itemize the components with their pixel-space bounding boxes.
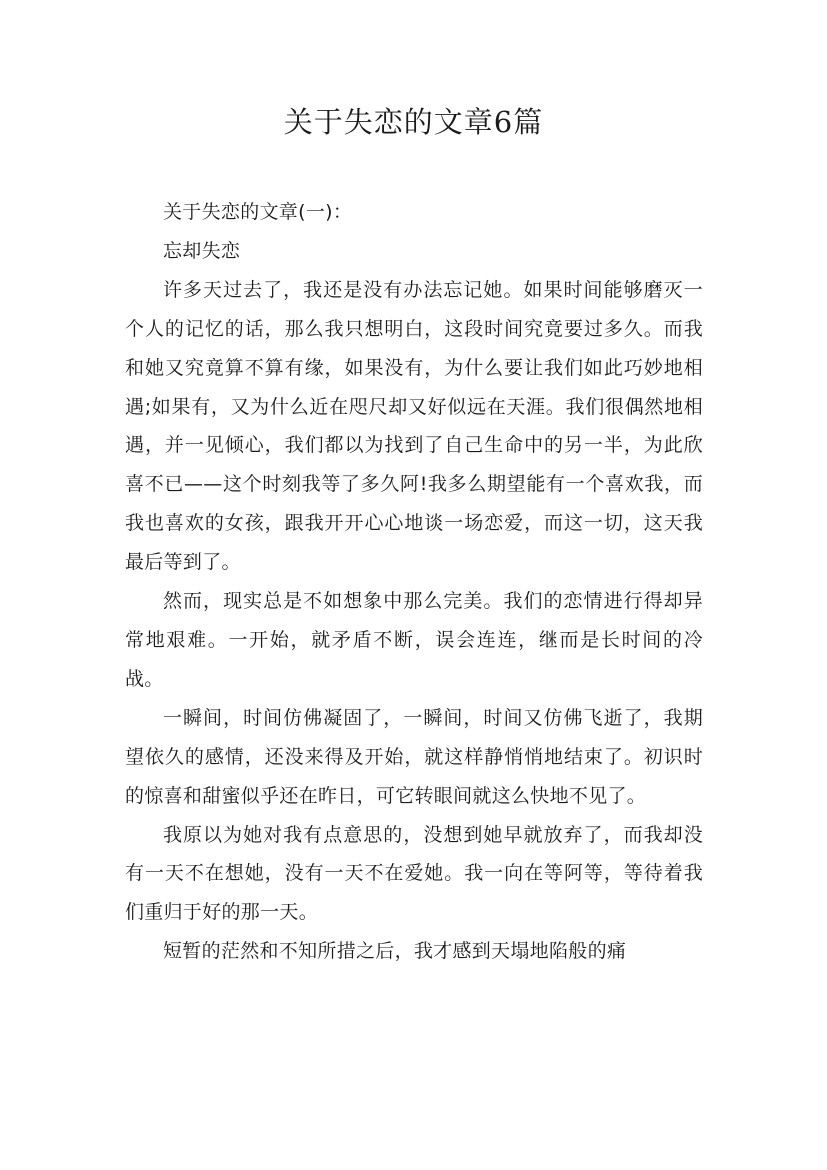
document-title: 关于失恋的文章6篇 [283,105,544,139]
paragraph-4: 我原以为她对我有点意思的，没想到她早就放弃了，而我却没有一天不在想她，没有一天不在爱她。我一向在等阿等，等待着我们重归于好的那一天。 [125,823,703,924]
paragraph-3: 一瞬间，时间仿佛凝固了，一瞬间，时间又仿佛飞逝了，我期望依久的感情，还没来得及开始，就这样静悄悄地结束了。初识时的惊喜和甜蜜似乎还在昨日，可它转眼间就这么快地不见了。 [125,706,703,807]
paragraph-5: 短暂的茫然和不知所措之后，我才感到天塌地陷般的痛 [163,940,627,963]
document-body [125,193,703,971]
paragraph-1: 许多天过去了，我还是没有办法忘记她。如果时间能够磨灭一个人的记忆的话，那么我只想明白，这段时间究竟要过多久。而我和她又究竟算不算有缘，如果没有，为什么要让我们如此巧妙地相遇;如果有，又为什么近在咫尺却又好似远在天涯。我们很偶然地相遇，并一见倾心，我们都以为找到了自己生命中的另一半，为此欣喜不已——这个时刻我等了多久阿!我多么期望能有一个喜欢我，而我也喜欢的女孩，跟我开开心心地谈一场恋爱，而这一切，这天我最后等到了。 [125,278,703,574]
section-heading: 关于失恋的文章(一)： [163,201,353,223]
article-title: 忘却失恋 [163,239,241,262]
paragraph-2: 然而，现实总是不如想象中那么完美。我们的恋情进行得却异常地艰难。一开始，就矛盾不断，误会连连，继而是长时间的冷战。 [125,590,703,690]
